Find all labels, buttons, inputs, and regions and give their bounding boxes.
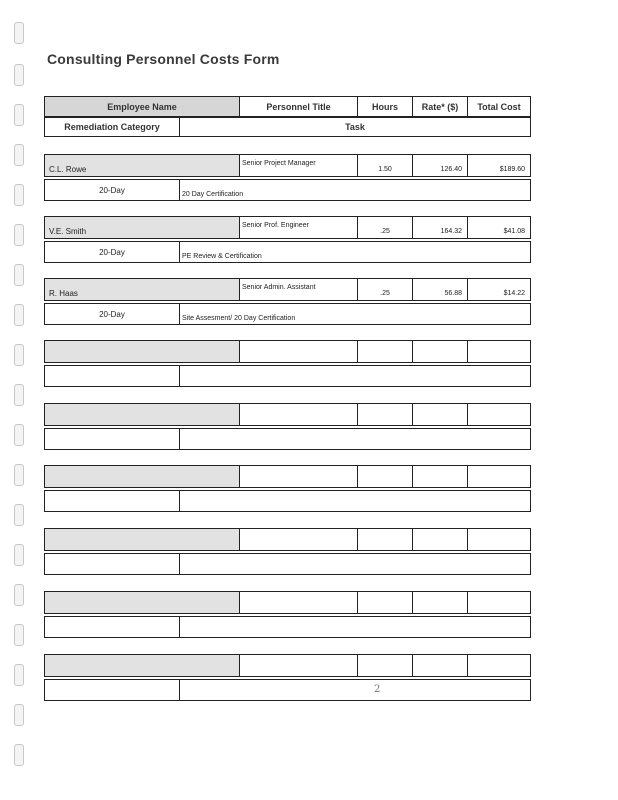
hours-value: 1.50 [378, 166, 392, 173]
employee-name: C.L. Rowe [49, 165, 87, 174]
binder-hole [14, 544, 24, 566]
task-description: Site Assesment/ 20 Day Certification [182, 315, 296, 322]
header-remediation-category: Remediation Category [45, 118, 180, 136]
binder-hole [14, 584, 24, 606]
binder-hole [14, 664, 24, 686]
page-number: 2 [374, 684, 381, 695]
empty-table-row [44, 465, 531, 513]
binder-hole [14, 64, 24, 86]
empty-table-row [44, 591, 531, 639]
binder-hole [14, 144, 24, 166]
employee-name: V.E. Smith [49, 227, 87, 236]
binder-hole [14, 504, 24, 526]
table-header [44, 96, 531, 138]
remediation-category: 20-Day [99, 185, 125, 195]
personnel-title: Senior Admin. Assistant [242, 284, 316, 291]
remediation-category: 20-Day [99, 309, 125, 319]
table-row [44, 216, 531, 264]
personnel-title: Senior Project Manager [242, 160, 316, 167]
header-hours: Hours [358, 97, 413, 116]
remediation-category: 20-Day [99, 247, 125, 257]
table-row [44, 154, 531, 202]
header-task: Task [345, 122, 365, 132]
empty-table-row [44, 654, 531, 702]
personnel-title: Senior Prof. Engineer [242, 222, 309, 229]
page-title: Consulting Personnel Costs Form [47, 51, 280, 67]
empty-table-row [44, 340, 531, 388]
binder-hole [14, 304, 24, 326]
total-cost-value: $189.60 [499, 166, 525, 173]
binder-hole [14, 264, 24, 286]
binder-hole [14, 624, 24, 646]
binder-hole [14, 384, 24, 406]
rate-value: 164.32 [440, 228, 462, 235]
rate-value: 126.40 [440, 166, 462, 173]
binder-hole [14, 184, 24, 206]
total-cost-value: $14.22 [503, 290, 525, 297]
empty-table-row [44, 403, 531, 451]
binder-hole [14, 224, 24, 246]
task-description: 20 Day Certification [182, 191, 244, 198]
binder-hole [14, 22, 24, 44]
hours-value: .25 [380, 228, 390, 235]
employee-name: R. Haas [49, 289, 78, 298]
empty-table-row [44, 528, 531, 576]
binder-hole [14, 704, 24, 726]
binder-hole [14, 424, 24, 446]
binder-hole [14, 744, 24, 766]
total-cost-value: $41.08 [503, 228, 525, 235]
task-description: PE Review & Certification [182, 253, 262, 260]
hours-value: .25 [380, 290, 390, 297]
binder-hole [14, 104, 24, 126]
rate-value: 56.88 [444, 290, 462, 297]
header-total-cost: Total Cost [477, 101, 521, 112]
header-rate: Rate* ($) [413, 97, 468, 116]
header-personnel-title: Personnel Title [240, 97, 358, 116]
binder-hole [14, 344, 24, 366]
binder-hole [14, 464, 24, 486]
table-row [44, 278, 531, 326]
header-employee-name: Employee Name [45, 97, 240, 116]
